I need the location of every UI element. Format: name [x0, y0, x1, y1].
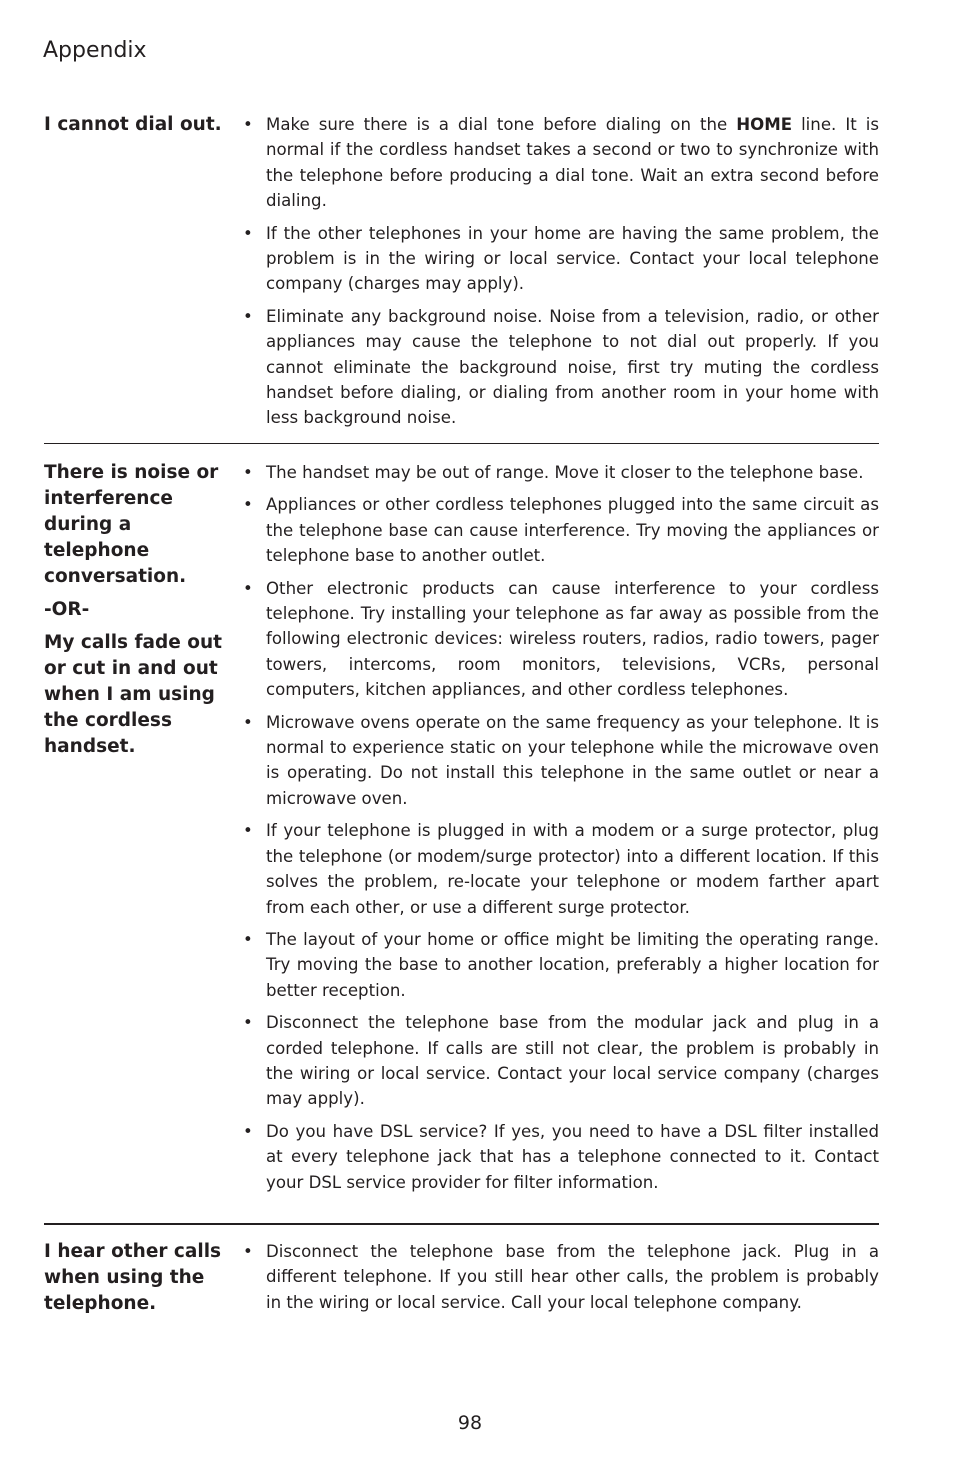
solution-item — [243, 112, 879, 214]
solution-text: The layout of your home or office might be limiting the operating range. Try moving the base to another location, preferably a higher location for better reception. — [266, 929, 879, 1000]
solution-text: Disconnect the telephone base from the modular jack and plug in a corded telephone. If calls are still not clear, the problem is probably in the wiring or local service. Contact your local service company (charges may apply). — [266, 1013, 879, 1109]
bullet-icon: • — [243, 929, 253, 949]
problem-text: There is noise or interference during a telephone conversation. — [44, 462, 219, 587]
solution-item — [243, 492, 879, 568]
problem-heading — [44, 1239, 224, 1324]
solution-text: Appliances or other cordless telephones plugged into the same circuit as the telephone base can cause interference. Try moving the appliances or telephone base to another outlet. — [266, 495, 879, 566]
bullet-icon: • — [243, 463, 253, 482]
problem-text: My calls fade out or cut in and out when I am using the cordless handset. — [44, 632, 222, 757]
bullet-icon: • — [243, 712, 253, 732]
solution-item — [243, 1239, 879, 1315]
problem-text: I hear other calls when using the telephone. — [44, 1241, 222, 1314]
solution-text: Disconnect the telephone base from the telephone jack. Plug in a different telephone. If you still hear other calls, the problem is probably in the wiring or local service. Call your local telephone company. — [266, 1242, 879, 1312]
solution-text: line. It is normal if the cordless handset takes a second or two to synchronize with the telephone before producing a dial tone. Wait an extra second before dialing. — [266, 115, 879, 211]
solution-text: Eliminate any background noise. Noise from a television, radio, or other appliances may cause the telephone to not dial out properly. If you cannot eliminate the background noise, first try muting the cordless handset before dialing, or dialing from another room in your home with less background noise. — [266, 306, 879, 428]
section-divider — [44, 443, 879, 444]
bullet-icon: • — [243, 223, 253, 243]
problem-heading — [44, 112, 224, 145]
solution-item — [243, 818, 879, 920]
bullet-icon: • — [243, 1121, 253, 1141]
solution-text: Do you have DSL service? If yes, you need to have a DSL filter installed at every telephone jack that has a telephone connected to it. Contact your DSL service provider for filter information. — [266, 1121, 879, 1192]
bullet-icon: • — [243, 821, 253, 841]
solution-text: If the other telephones in your home are having the same problem, the problem is in the wiring or local service. Contact your local telephone company (charges may apply). — [266, 223, 879, 294]
solution-list — [243, 1239, 879, 1322]
bullet-icon: • — [243, 578, 253, 598]
solution-text: The handset may be out of range. Move it closer to the telephone base. — [266, 463, 864, 482]
bullet-icon: • — [243, 1013, 253, 1033]
or-separator: -OR- — [44, 599, 90, 620]
section-divider — [44, 1223, 879, 1225]
home-key-label: HOME — [736, 115, 793, 134]
solution-item — [243, 221, 879, 297]
solution-text: If your telephone is plugged in with a modem or a surge protector, plug the telephone (or modem/surge protector) into a different location. If this solves the problem, re-locate your telephone or modem farther apart from each other, or use a different surge protector. — [266, 821, 879, 917]
bullet-icon: • — [243, 495, 253, 515]
bullet-icon: • — [243, 306, 253, 326]
bullet-icon: • — [243, 1242, 253, 1261]
solution-item — [243, 460, 879, 485]
solution-item — [243, 1119, 879, 1195]
problem-text: I cannot dial out. — [44, 114, 222, 135]
solution-text: Make sure there is a dial tone before dialing on the — [266, 115, 737, 134]
solution-item — [243, 927, 879, 1003]
page-number: 98 — [457, 1412, 483, 1434]
solution-item — [243, 1010, 879, 1112]
solution-item — [243, 710, 879, 812]
section-header: Appendix — [43, 38, 147, 63]
bullet-icon: • — [243, 115, 253, 134]
solution-list — [243, 460, 879, 1202]
problem-heading — [44, 460, 224, 767]
solution-text: Other electronic products can cause interference to your cordless telephone. Try installing your telephone as far away as possible from the following electronic devices: wireless routers, radios, radio towers, pager towers, intercoms, room monitors, televisions, VCRs, personal computers, kitchen appliances, and other cordless telephones. — [266, 578, 879, 700]
solution-item — [243, 576, 879, 703]
solution-list — [243, 112, 879, 438]
solution-text: Microwave ovens operate on the same frequency as your telephone. It is normal to experience static on your telephone while the microwave oven is operating. Do not install this telephone in the same outlet or near a microwave oven. — [266, 712, 879, 808]
solution-item — [243, 304, 879, 431]
